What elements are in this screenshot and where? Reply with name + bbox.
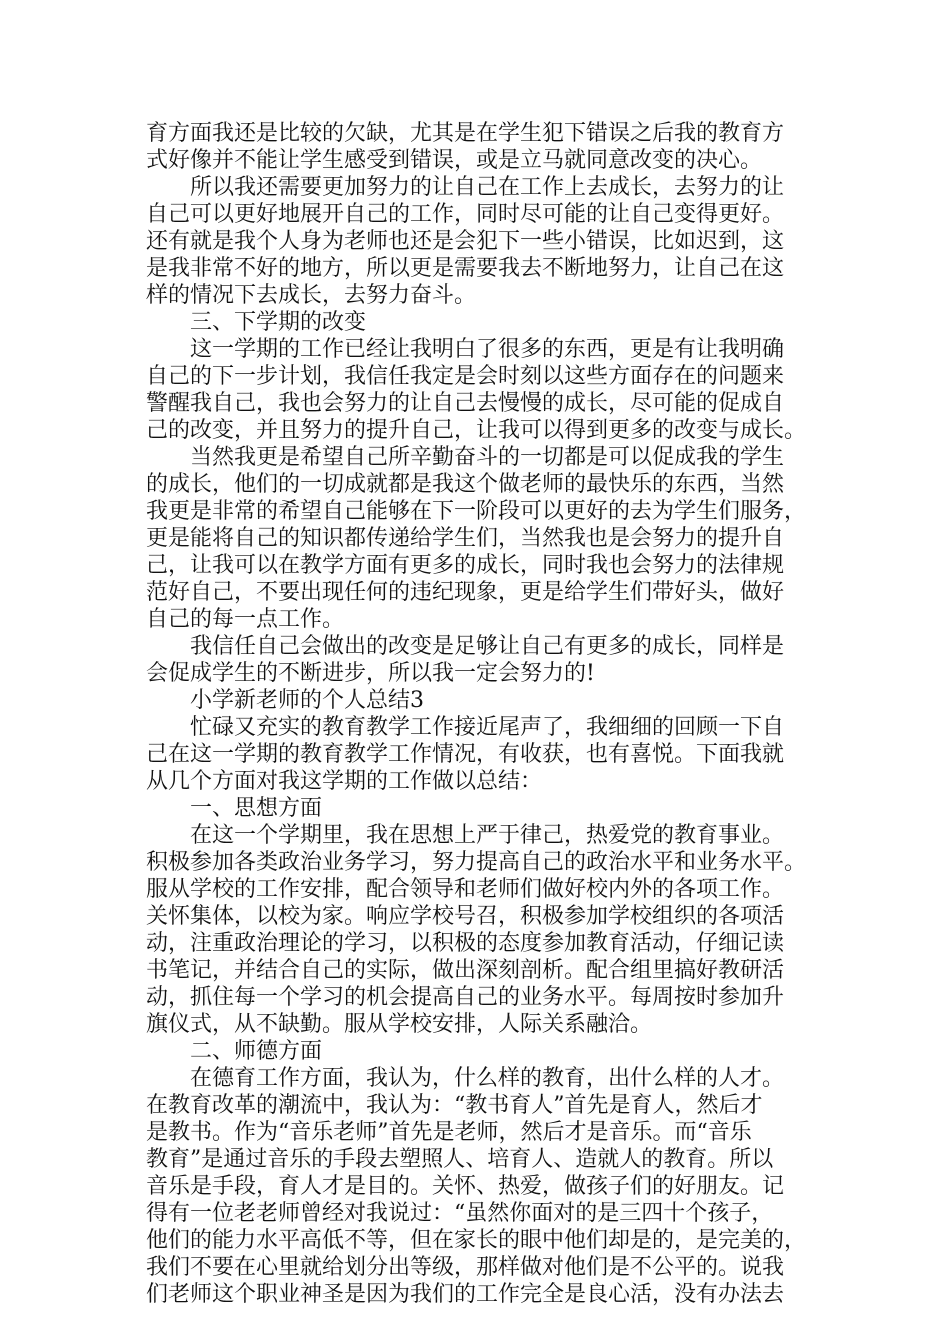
document-body: [146, 120, 826, 1308]
text-line: 我们不要在心里就给划分出等级，那样做对他们是不公平的。说我: [146, 1255, 785, 1280]
text-line: 育方面我还是比较的欠缺，尤其是在学生犯下错误之后我的教育方: [146, 121, 785, 146]
text-line: 范好自己，不要出现任何的违纪现象，更是给学生们带好头，做好: [146, 580, 785, 605]
text-line: 当然我更是希望自己所辛勤奋斗的一切都是可以促成我的学生: [190, 445, 785, 470]
text-line: 忙碌又充实的教育教学工作接近尾声了，我细细的回顾一下自: [190, 715, 785, 740]
text-line: 在德育工作方面，我认为，什么样的教育，出什么样的人才。: [190, 1066, 785, 1091]
text-line: 自己的每一点工作。: [146, 607, 345, 632]
text-line: 动，注重政治理论的学习，以积极的态度参加教育活动，仔细记读: [146, 931, 785, 956]
text-line: 己在这一学期的教育教学工作情况，有收获，也有喜悦。下面我就: [146, 742, 785, 767]
section-heading: 三、下学期的改变: [190, 310, 367, 335]
text-line: 音乐是手段，育人才是目的。关怀、热爱，做孩子们的好朋友。记: [146, 1174, 785, 1199]
article-title: 小学新老师的个人总结3: [190, 688, 424, 713]
text-line: 我信任自己会做出的改变是足够让自己有更多的成长，同样是: [190, 634, 785, 659]
text-line: 教育”是通过音乐的手段去塑照人、培育人、造就人的教育。所以: [146, 1147, 774, 1172]
text-line: 己，让我可以在教学方面有更多的成长，同时我也会努力的法律规: [146, 553, 785, 578]
text-line: 关怀集体，以校为家。响应学校号召，积极参加学校组织的各项活: [146, 904, 785, 929]
text-line: 在这一个学期里，我在思想上严于律己，热爱党的教育事业。: [190, 823, 785, 848]
text-line: 还有就是我个人身为老师也还是会犯下一些小错误，比如迟到，这: [146, 229, 785, 254]
text-line: 们老师这个职业神圣是因为我们的工作完全是良心活，没有办法去: [146, 1282, 785, 1307]
text-line: 己的改变，并且努力的提升自己，让我可以得到更多的改变与成长。: [146, 418, 807, 443]
text-line: 书笔记，并结合自己的实际，做出深刻剖析。配合组里搞好教研活: [146, 958, 785, 983]
text-line: 从几个方面对我这学期的工作做以总结：: [146, 769, 543, 794]
text-line: 我更是非常的希望自己能够在下一阶段可以更好的去为学生们服务，: [146, 499, 807, 524]
text-line: 自己可以更好地展开自己的工作，同时尽可能的让自己变得更好。: [146, 202, 785, 227]
text-line: 这一学期的工作已经让我明白了很多的东西，更是有让我明确: [190, 337, 785, 362]
text-line: 自己的下一步计划，我信任我定是会时刻以这些方面存在的问题来: [146, 364, 785, 389]
section-heading: 一、思想方面: [190, 796, 323, 821]
text-line: 会促成学生的不断进步，所以我一定会努力的!: [146, 661, 595, 686]
text-line: 警醒我自己，我也会努力的让自己去慢慢的成长，尽可能的促成自: [146, 391, 785, 416]
text-line: 更是能将自己的知识都传递给学生们，当然我也是会努力的提升自: [146, 526, 785, 551]
text-line: 旗仪式，从不缺勤。服从学校安排，人际关系融洽。: [146, 1012, 653, 1037]
text-line: 服从学校的工作安排，配合领导和老师们做好校内外的各项工作。: [146, 877, 785, 902]
text-line: 所以我还需要更加努力的让自己在工作上去成长，去努力的让: [190, 175, 785, 200]
text-line: 是我非常不好的地方，所以更是需要我去不断地努力，让自己在这: [146, 256, 785, 281]
text-line: 式好像并不能让学生感受到错误，或是立马就同意改变的决心。: [146, 148, 763, 173]
text-line: 样的情况下去成长，去努力奋斗。: [146, 283, 477, 308]
text-line: 他们的能力水平高低不等，但在家长的眼中他们却是的，是完美的，: [146, 1228, 807, 1253]
text-line: 积极参加各类政治业务学习，努力提高自己的政治水平和业务水平。: [146, 850, 807, 875]
section-heading: 二、师德方面: [190, 1039, 323, 1064]
text-line: 的成长，他们的一切成就都是我这个做老师的最快乐的东西，当然: [146, 472, 785, 497]
text-line: 得有一位老老师曾经对我说过：“虽然你面对的是三四十个孩子，: [146, 1201, 774, 1226]
text-line: 是教书。作为“音乐老师”首先是老师，然后才是音乐。而“音乐: [146, 1120, 752, 1145]
text-line: 在教育改革的潮流中，我认为：“教书育人”首先是育人，然后才: [146, 1093, 763, 1118]
text-line: 动，抓住每一个学习的机会提高自己的业务水平。每周按时参加升: [146, 985, 785, 1010]
